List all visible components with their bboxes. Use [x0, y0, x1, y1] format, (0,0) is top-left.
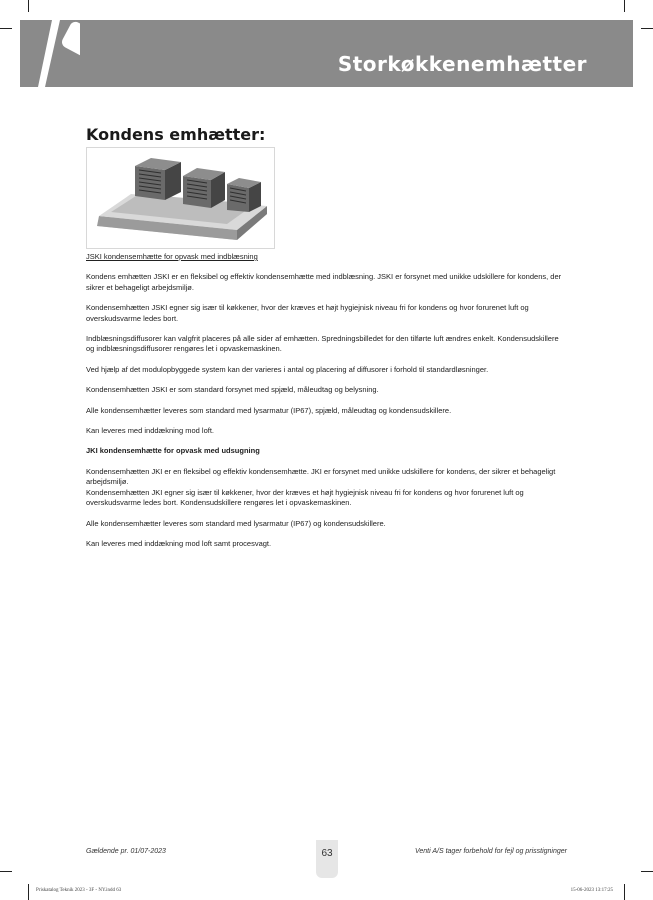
- paragraph: Kan leveres med inddækning mod loft.: [86, 426, 214, 436]
- footer-disclaimer: Venti A/S tager forbehold for fejl og prisstigninger: [414, 848, 567, 855]
- crop-mark: [624, 0, 625, 12]
- paragraph: Kondensemhætten JKI er en fleksibel og effektiv kondensemhætte. JKI er forsynet med unikke udskillere for kondens, der sikrer et behageligt arbejdsmiljø.: [86, 466, 556, 487]
- footer-validity: Gældende pr. 01/07-2023: [86, 848, 166, 855]
- page-number-tab: [316, 840, 338, 878]
- crop-mark: [641, 28, 653, 29]
- paragraph: Ved hjælp af det modulopbyggede system kan der varieres i antal og placering af diffusorer i forhold til standardløsninger.: [86, 364, 489, 374]
- paragraph: Kondensemhætten JSKI egner sig især til køkkener, hvor der kræves et højt hygiejnisk niveau fri for kondens og hvor forurenet luft og overskudsvarme ledes bort.: [86, 303, 529, 323]
- crop-mark: [28, 884, 29, 900]
- paragraph: Indblæsningsdiffusorer kan valgfrit placeres på alle sider af emhætten. Spredningsbilledet for den tilførte luft ændres enkelt. Kondensudskillere og indblæsningsdiffusorer rengøres let i opvaskemaskinen.: [86, 334, 559, 354]
- crop-mark: [28, 0, 29, 12]
- paragraph: Kondensemhætten JKI egner sig især til køkkener, hvor der kræves et højt hygiejnisk niveau fri for kondens og hvor forurenet luft og overskudsvarme ledes bort. Kondensudskillere rengøres let i opvaskemaskinen.: [86, 487, 524, 508]
- jski-heading: JSKI kondensemhætte for opvask med indblæsning: [86, 252, 258, 261]
- crop-mark: [641, 871, 653, 872]
- print-slug-file: Priskatalog Teknik 2023 - 3F - NY.indd 63: [36, 888, 122, 893]
- paragraph: Kondensemhætten JSKI er som standard forsynet med spjæld, måleudtag og belysning.: [86, 385, 379, 395]
- crop-mark: [624, 884, 625, 900]
- paragraph: Alle kondensemhætter leveres som standard med lysarmatur (IP67), spjæld, måleudtag og kondensudskillere.: [86, 405, 452, 415]
- print-slug-date: 15-06-2023 13:17:25: [570, 888, 613, 893]
- jki-heading: JKI kondensemhætte for opvask med udsugning: [86, 446, 260, 456]
- header-tab-decoration: [20, 20, 80, 87]
- page-title: Storkøkkenemhætter: [337, 52, 587, 76]
- crop-mark: [0, 871, 12, 872]
- paragraph: Kondens emhætten JSKI er en fleksibel og effektiv kondensemhætte med indblæsning. JSKI er forsynet med unikke udskillere for kondens, der sikrer et behageligt arbejdsmiljø.: [86, 272, 562, 292]
- page-number: 63: [321, 848, 333, 859]
- paragraph: Alle kondensemhætter leveres som standard med lysarmatur (IP67) og kondensudskillere.: [86, 518, 386, 528]
- paragraph: Kan leveres med inddækning mod loft samt procesvagt.: [86, 538, 272, 548]
- section-title: Kondens emhætter:: [86, 125, 266, 144]
- hood-product-image: [86, 147, 275, 249]
- crop-mark: [0, 28, 12, 29]
- body-text: [86, 252, 566, 549]
